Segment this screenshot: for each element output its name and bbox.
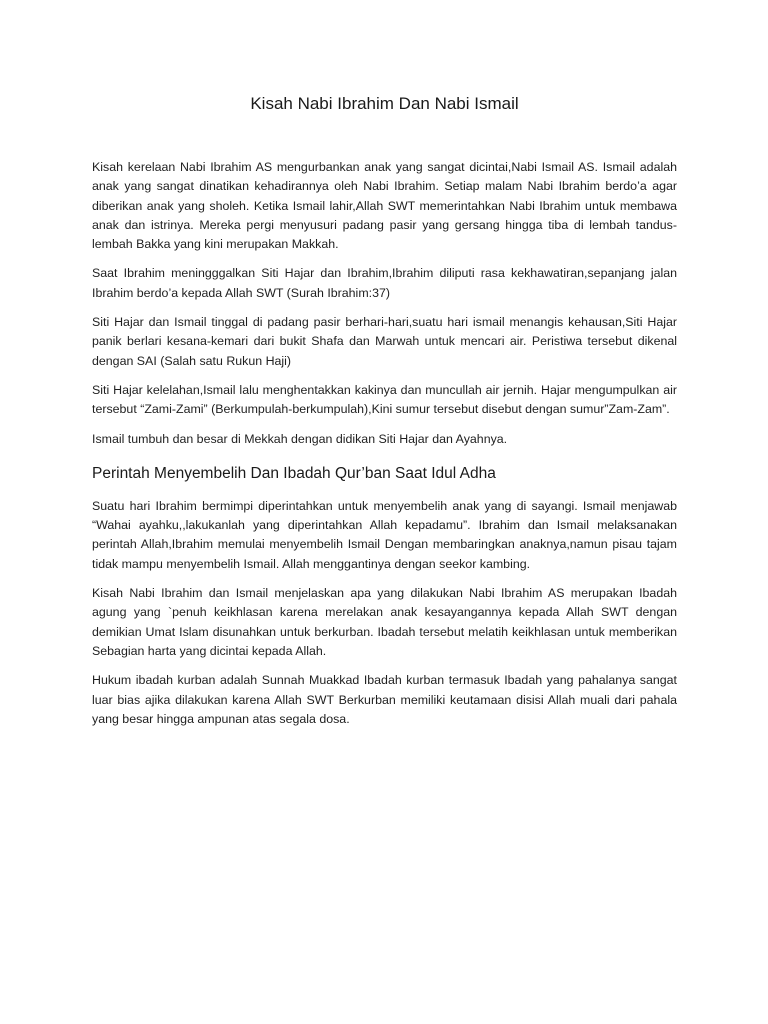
section-heading: Perintah Menyembelih Dan Ibadah Qur’ban Saat Idul Adha bbox=[92, 464, 496, 482]
paragraph: Kisah kerelaan Nabi Ibrahim AS mengurbankan anak yang sangat dicintai,Nabi Ismail AS. Ismail adalah anak yang sangat dinatikan kehadirannya oleh Nabi Ibrahim. Setiap malam Nabi Ibrahim berdo’a agar diberikan anak yang sholeh. Ketika Ismail lahir,Allah SWT memerintahkan Nabi Ibrahim untuk membawa anak dan istrinya. Mereka pergi menyusuri padang pasir yang gersang hingga tiba di lembah tandus-lembah Bakka yang kini merupakan Makkah. bbox=[92, 160, 677, 252]
paragraph: Ismail tumbuh dan besar di Mekkah dengan didikan Siti Hajar dan Ayahnya. bbox=[92, 431, 508, 446]
section-qurban bbox=[92, 463, 677, 729]
document-title: Kisah Nabi Ibrahim Dan Nabi Ismail bbox=[250, 94, 519, 113]
section-story bbox=[92, 158, 677, 449]
paragraph: Saat Ibrahim meningggalkan Siti Hajar dan Ibrahim,Ibrahim diliputi rasa kekhawatiran,sepanjang jalan Ibrahim berdo’a kepada Allah SWT (Surah Ibrahim:37) bbox=[92, 266, 677, 300]
paragraph: Siti Hajar dan Ismail tinggal di padang pasir berhari-hari,suatu hari ismail menangis kehausan,Siti Hajar panik berlari kesana-kemari dari bukit Shafa dan Marwah untuk mencari air. Peristiwa tersebut dikenal dengan SAI (Salah satu Rukun Haji) bbox=[92, 315, 677, 368]
paragraph: Siti Hajar kelelahan,Ismail lalu menghentakkan kakinya dan muncullah air jernih. Hajar mengumpulkan air tersebut “Zami-Zami” (Berkumpulah-berkumpulah),Kini sumur tersebut disebut dengan sumur”Zam-Zam”. bbox=[92, 382, 677, 417]
paragraph: Suatu hari Ibrahim bermimpi diperintahkan untuk menyembelih anak yang di sayangi. Ismail menjawab “Wahai ayahku,,lakukanlah yang diperintahkan Allah kepadamu”. Ibrahim dan Ismail melaksanakan perintah Allah,Ibrahim memulai menyembelih Ismail Dengan membaringkan anaknya,namun pisau tajam tidak mampu menyembelih Ismail. Allah menggantinya dengan seekor kambing. bbox=[92, 498, 677, 571]
paragraph: Kisah Nabi Ibrahim dan Ismail menjelaskan apa yang dilakukan Nabi Ibrahim AS merupakan Ibadah agung yang `penuh keikhlasan karena merelakan anak kesayangannya kepada Allah SWT dengan demikian Umat Islam disunahkan untuk berkurban. Ibadah tersebut melatih keikhlasan untuk memberikan Sebagian harta yang dicintai kepada Allah. bbox=[92, 586, 677, 658]
paragraph: Hukum ibadah kurban adalah Sunnah Muakkad Ibadah kurban termasuk Ibadah yang pahalanya sangat luar bias ajika dilakukan karena Allah SWT Berkurban memiliki keutamaan disisi Allah muali dari pahala yang besar hingga ampunan atas segala dosa. bbox=[92, 673, 677, 726]
document-body bbox=[92, 92, 677, 739]
